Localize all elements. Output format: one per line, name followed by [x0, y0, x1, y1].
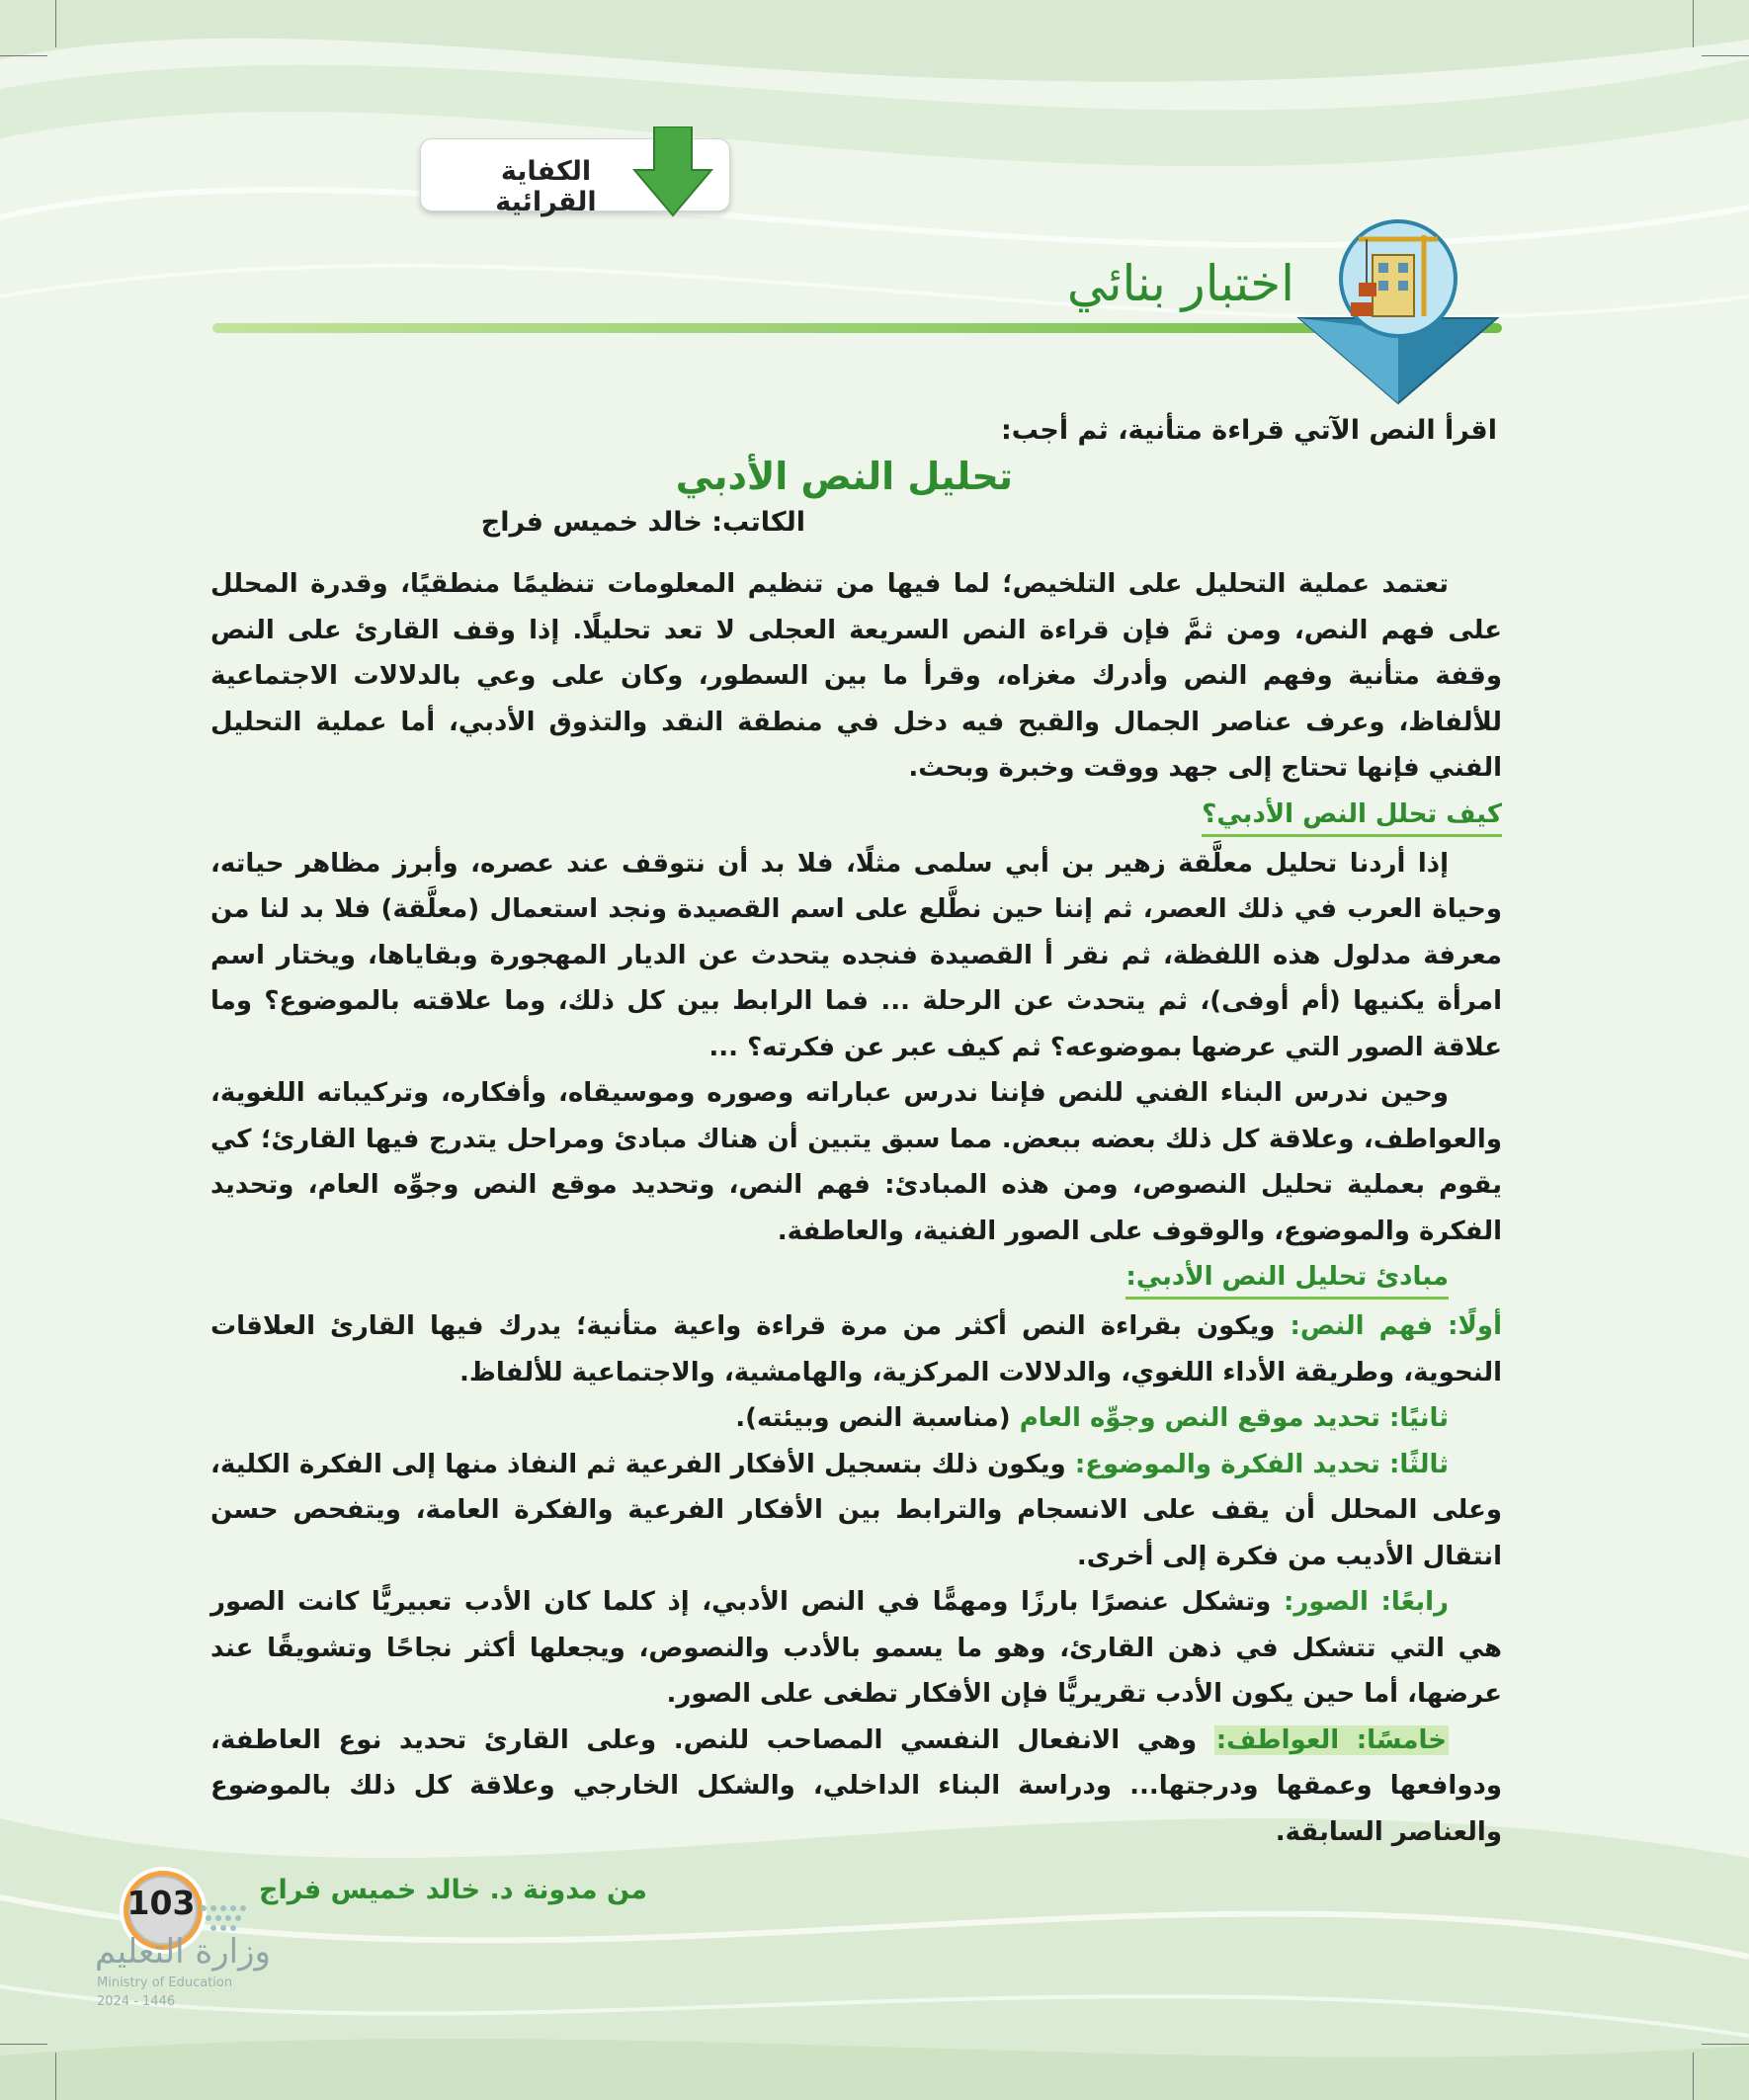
principle-text: ويكون ذلك بتسجيل الأفكار الفرعية ثم النفاذ منها إلى الفكرة الكلية، وعلى المحلل أن يقف على الانسجام والترابط بين الأفكار الفرعية والفكرة العامة، ويتفحص حسن انتقال الأديب من فكرة إلى أخرى.: [210, 1449, 1502, 1571]
ministry-name-arabic: وزارة التعليم: [95, 1932, 271, 1972]
source-citation: من مدونة د. خالد خميس فراج: [258, 1875, 647, 1905]
principle-text: وتشكل عنصرًا بارزًا ومهمًّا في النص الأدبي، إذ كلما كان الأدب تعبيريًّا كانت الصور هي التي تتشكل في ذهن القارئ، وهو ما يسمو بالأدب والنصوص، ويجعلها أكثر نجاحًا وتشويقًا عند عرضها، أما حين يكون الأدب تقريريًّا فإن الأفكار تطغى على الصور.: [210, 1587, 1502, 1709]
principle-label: خامسًا: العواطف:: [1215, 1724, 1447, 1755]
paragraph: وحين ندرس البناء الفني للنص فإننا ندرس عباراته وصوره وموسيقاه، وأفكاره، وتركيباته اللغوية، والعواطف، وعلاقة كل ذلك بعضه ببعض. مما سبق يتبين أن هناك مبادئ ومراحل يتدرج فيها القارئ؛ كي يقوم بعملية تحليل النصوص، ومن هذه المبادئ: فهم النص، وتحديد موقع النص وجوِّه العام، وتحديد الفكرة والموضوع، والوقوف على الصور الفنية، والعاطفة.: [210, 1078, 1502, 1246]
principle-label: ثانيًا: تحديد موقع النص وجوِّه العام: [1019, 1403, 1449, 1433]
subheading: مبادئ تحليل النص الأدبي:: [1125, 1257, 1449, 1300]
crop-mark: [1702, 55, 1749, 56]
principle-item: [210, 1303, 1502, 1395]
crop-mark: [0, 55, 47, 56]
principle-label: ثالثًا: تحديد الفكرة والموضوع:: [1074, 1449, 1449, 1479]
crop-mark: [55, 0, 56, 47]
principle-text: ويكون بقراءة النص أكثر من مرة قراءة واعية متأنية؛ يدرك فيها القارئ العلاقات النحوية، وطريقة الأداء اللغوي، والدلالات المركزية، والهامشية، والاجتماعية للألفاظ.: [210, 1311, 1502, 1387]
intro-paragraph: تعتمد عملية التحليل على التلخيص؛ لما فيها من تنظيم المعلومات تنظيمًا منطقيًا، وقدرة المحلل على فهم النص، ومن ثمَّ فإن قراءة النص السريعة العجلى لا تعد تحليلًا. إذا وقف القارئ على النص وقفة متأنية وفهم النص وأدرك مغزاه، وقرأ ما بين السطور، وكان على وعي بالدلالات الاجتماعية للألفاظ، وعرف عناصر الجمال والقبح فيه دخل في منطقة النقد والتذوق الأدبي، أما عملية التحليل الفني فإنها تحتاج إلى جهد ووقت وخبرة وبحث.: [210, 569, 1502, 783]
subheading: كيف تحلل النص الأدبي؟: [1202, 795, 1502, 837]
paragraph: إذا أردنا تحليل معلَّقة زهير بن أبي سلمى مثلًا، فلا بد أن نتوقف عند عصره، وأبرز مظاهر حياته، وحياة العرب في ذلك العصر، ثم إننا حين نطَّلع على اسم القصيدة ونجد استعمال (معلَّقة) فلا بد لنا من معرفة مدلول هذه اللفظة، ثم نقر أ القصيدة فنجده يتحدث عن الديار المهجورة وبقاياها، ويختار اسم امرأة يكنيها (أم أوفى)، ثم يتحدث عن الرحلة ... فما الرابط بين كل ذلك، وما علاقته بالموضوع؟ وما علاقة الصور التي عرضها بموضوعه؟ ثم كيف عبر عن فكرته؟ ...: [210, 848, 1502, 1062]
edition-year: 2024 - 1446: [97, 1994, 176, 2009]
instruction: اقرأ النص الآتي قراءة متأنية، ثم أجب:: [1001, 415, 1497, 446]
page-title: اختبار بنائي: [1066, 255, 1294, 312]
section-tab-label: الكفاية القرائية: [495, 156, 597, 217]
principle-text: وهي الانفعال النفسي المصاحب للنص. وعلى القارئ تحديد نوع العاطفة، ودوافعها وعمقها ودرجتها... ودراسة البناء الداخلي، والشكل الخارجي وعلاقة كل ذلك بالموضوع والعناصر السابقة.: [210, 1724, 1502, 1847]
crop-mark: [0, 2044, 47, 2045]
article-body: [210, 561, 1502, 1855]
principle-item: [210, 1442, 1502, 1580]
principle-item: [210, 1579, 1502, 1718]
principle-label: رابعًا: الصور:: [1283, 1587, 1449, 1617]
crop-mark: [55, 2053, 56, 2100]
article-title: تحليل النص الأدبي: [675, 455, 1013, 498]
arrow-down-icon: [632, 126, 713, 217]
principle-label: أولًا: فهم النص:: [1290, 1311, 1502, 1341]
principle-item: [210, 1395, 1502, 1442]
ministry-name-english: Ministry of Education: [97, 1975, 233, 1990]
article-author: الكاتب: خالد خميس فراج: [480, 507, 805, 538]
principle-text: (مناسبة النص وبيئته).: [735, 1403, 1020, 1433]
principle-item: [210, 1718, 1502, 1856]
crop-mark: [1702, 2044, 1749, 2045]
crop-mark: [1693, 0, 1694, 47]
page-number: 103: [126, 1884, 196, 1922]
crop-mark: [1693, 2053, 1694, 2100]
building-crane-icon: [1290, 219, 1507, 407]
